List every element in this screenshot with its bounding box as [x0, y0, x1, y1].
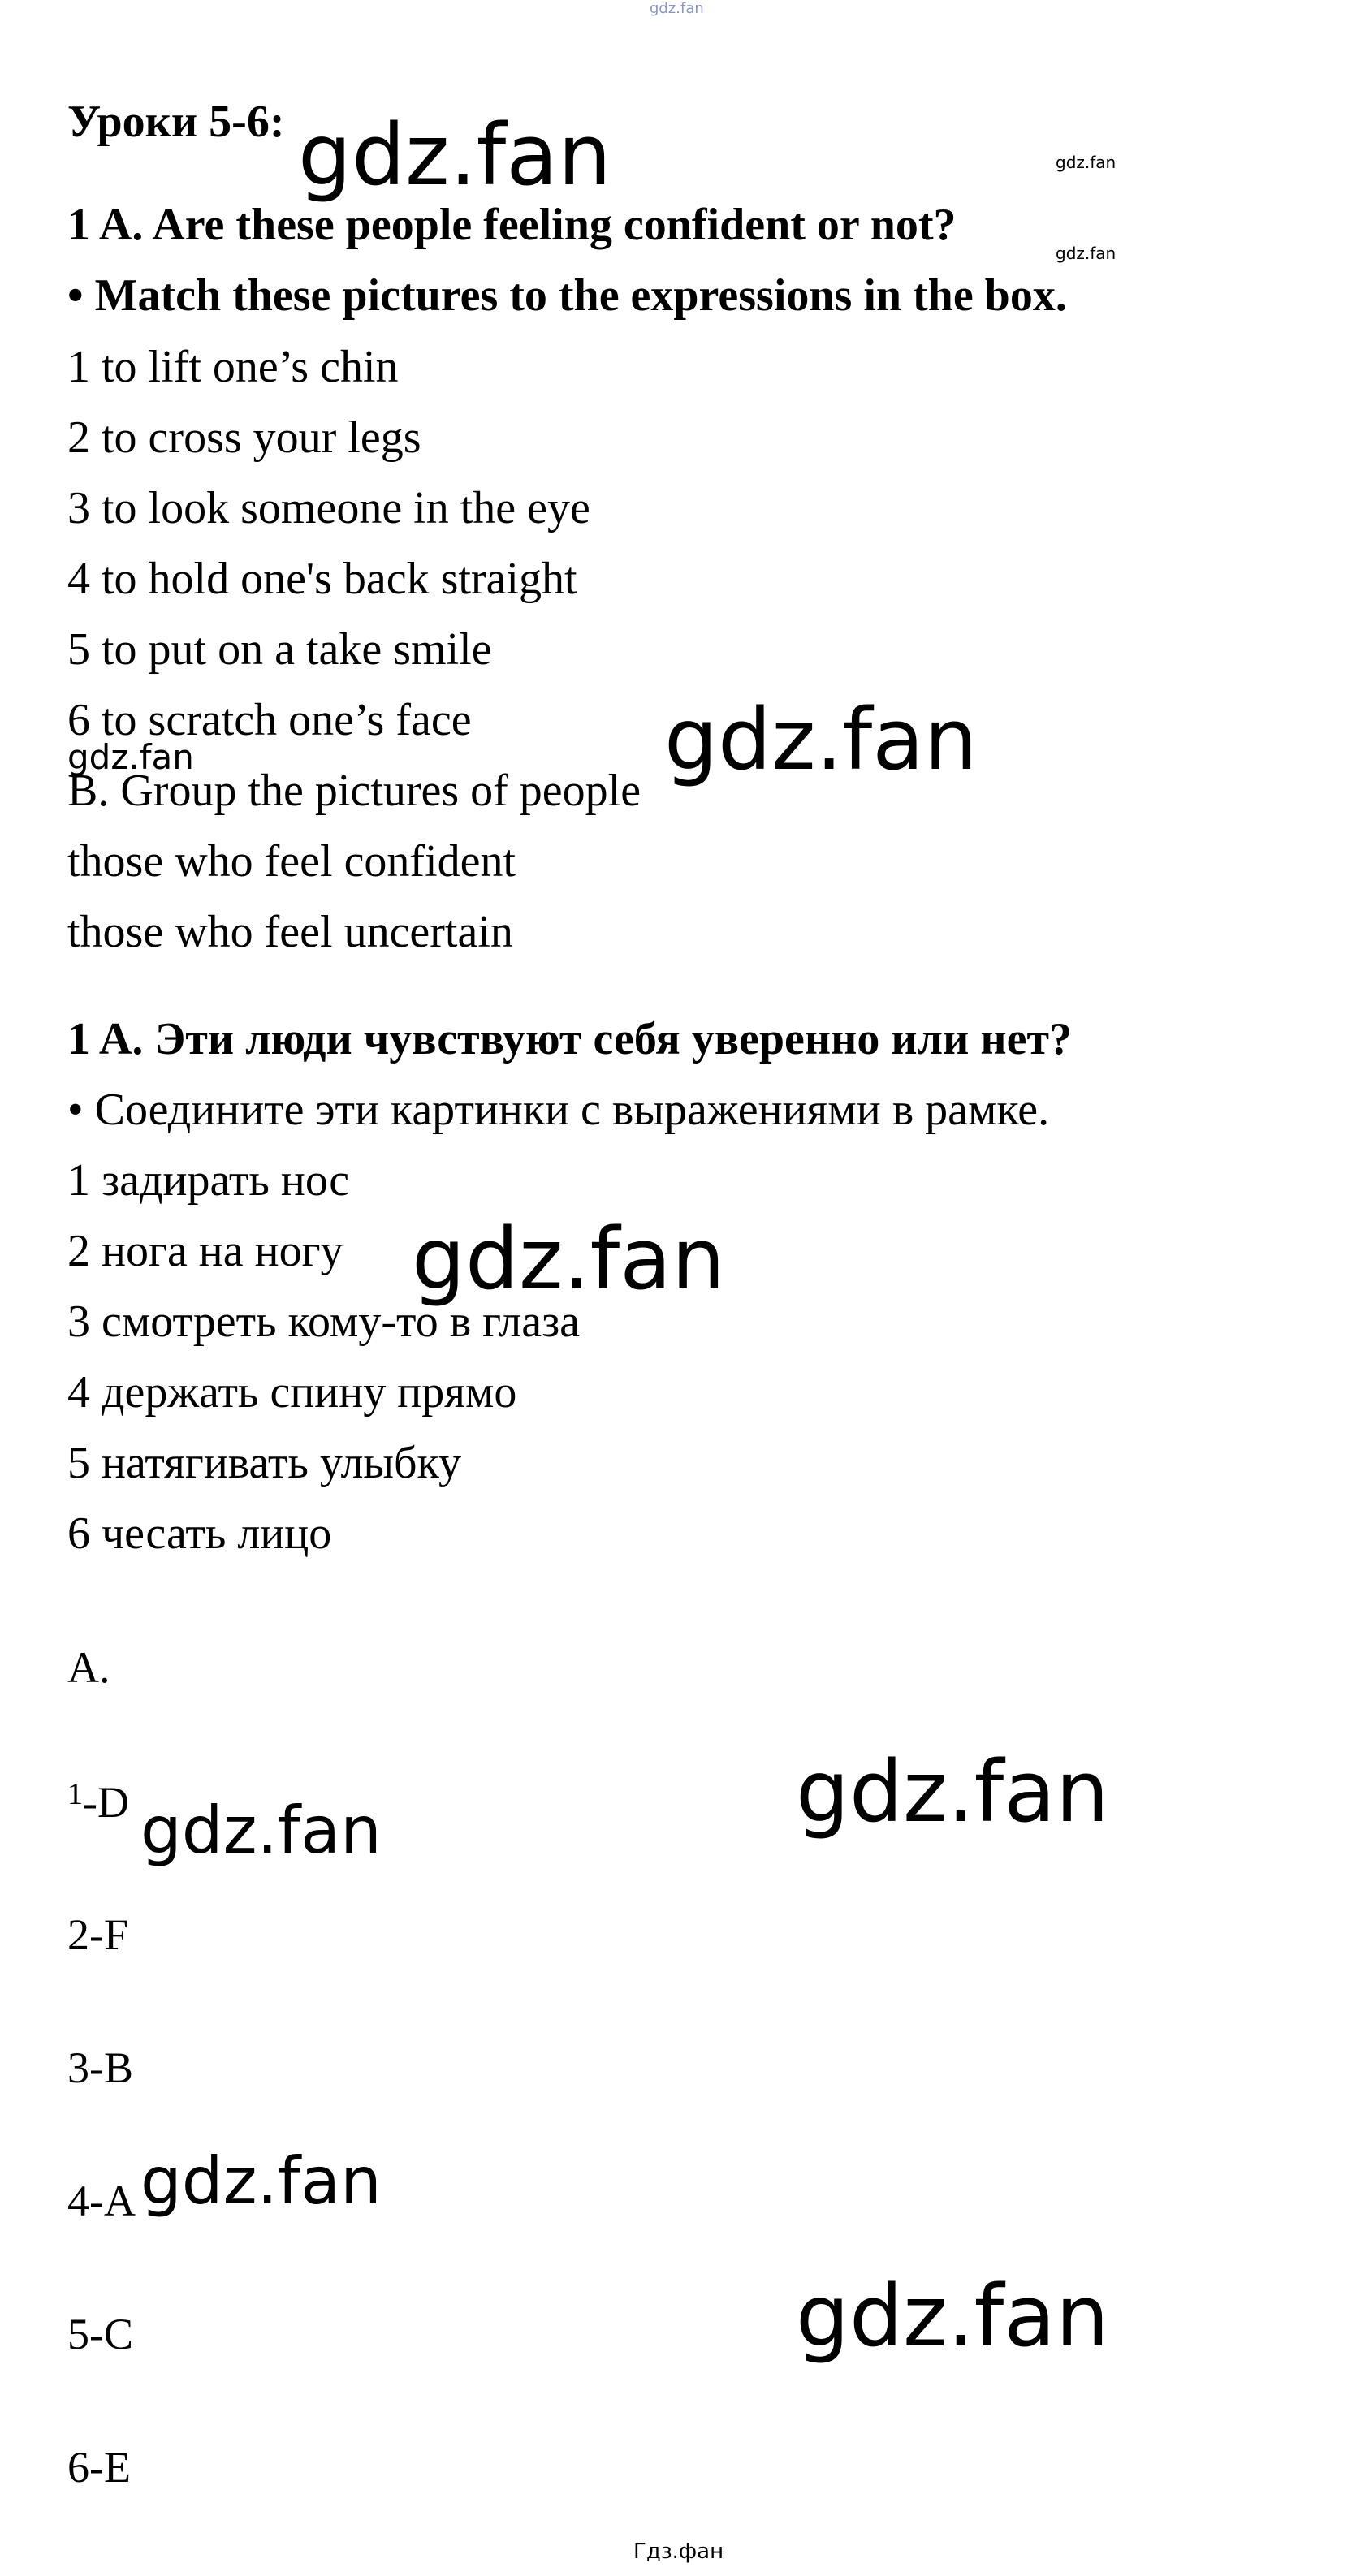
task-title-en: 1 A. Are these people feeling confident or not?	[67, 200, 957, 250]
list-item: 6 чесать лицо	[67, 1508, 332, 1559]
watermark: gdz.fan	[796, 2267, 1109, 2366]
list-item: 5 to put on a take smile	[67, 624, 492, 675]
watermark: gdz.fan	[140, 1793, 382, 1868]
answer-number: 1	[67, 1777, 83, 1811]
lesson-title: Уроки 5-6:	[67, 97, 285, 147]
list-item: 4 держать спину прямо	[67, 1367, 517, 1417]
watermark: gdz.fan	[140, 2143, 382, 2219]
group-confident: those who feel confident	[67, 836, 516, 887]
answer-number: 2	[67, 1910, 89, 1959]
answer-item	[67, 1776, 129, 1827]
watermark: gdz.fan	[298, 106, 611, 205]
instruction-ru: • Соедините эти картинки с выражениями в рамке.	[67, 1085, 1050, 1135]
answer-number: 3	[67, 2043, 89, 2092]
answer-letter: -B	[89, 2043, 133, 2092]
list-item: 2 to cross your legs	[67, 412, 421, 463]
answer-number: 6	[67, 2443, 89, 2492]
list-item: 4 to hold one's back straight	[67, 554, 577, 604]
answer-number: 5	[67, 2310, 89, 2358]
list-item: 1 to lift one’s chin	[67, 342, 399, 392]
list-item: 6 to scratch one’s face	[67, 695, 472, 745]
answer-item	[67, 2309, 133, 2359]
list-item: 1 задирать нос	[67, 1155, 350, 1206]
instruction-en: • Match these pictures to the expressions in the box.	[67, 270, 1067, 321]
answers-label: A.	[67, 1643, 110, 1692]
footer-text: Гдз.фан	[633, 2539, 724, 2564]
watermark: gdz.fan	[67, 737, 194, 777]
answer-letter: -E	[89, 2443, 131, 2492]
answer-number: 4	[67, 2177, 89, 2225]
answer-letter: -A	[89, 2177, 136, 2225]
watermark: gdz.fan	[1056, 153, 1117, 172]
list-item: 2 нога на ногу	[67, 1226, 343, 1276]
list-item: 3 смотреть кому-то в глаза	[67, 1297, 581, 1347]
top-watermark: gdz.fan	[650, 0, 704, 17]
answer-letter: -F	[89, 1910, 129, 1959]
group-uncertain: those who feel uncertain	[67, 907, 513, 957]
list-item: 3 to look someone in the eye	[67, 483, 590, 533]
task-title-ru: 1 A. Эти люди чувствуют себя уверенно или нет?	[67, 1014, 1072, 1064]
answer-item	[67, 1909, 128, 1960]
watermark: gdz.fan	[664, 690, 978, 789]
answer-item	[67, 2176, 136, 2226]
watermark: gdz.fan	[796, 1742, 1109, 1841]
watermark: gdz.fan	[412, 1210, 725, 1309]
answer-item	[67, 2442, 131, 2492]
answer-item	[67, 2043, 133, 2093]
answer-letter: -D	[83, 1778, 129, 1827]
watermark: gdz.fan	[1056, 244, 1117, 263]
list-item: 5 натягивать улыбку	[67, 1438, 461, 1488]
answer-letter: -C	[89, 2310, 133, 2358]
part-b-title: B. Group the pictures of people	[67, 766, 641, 816]
